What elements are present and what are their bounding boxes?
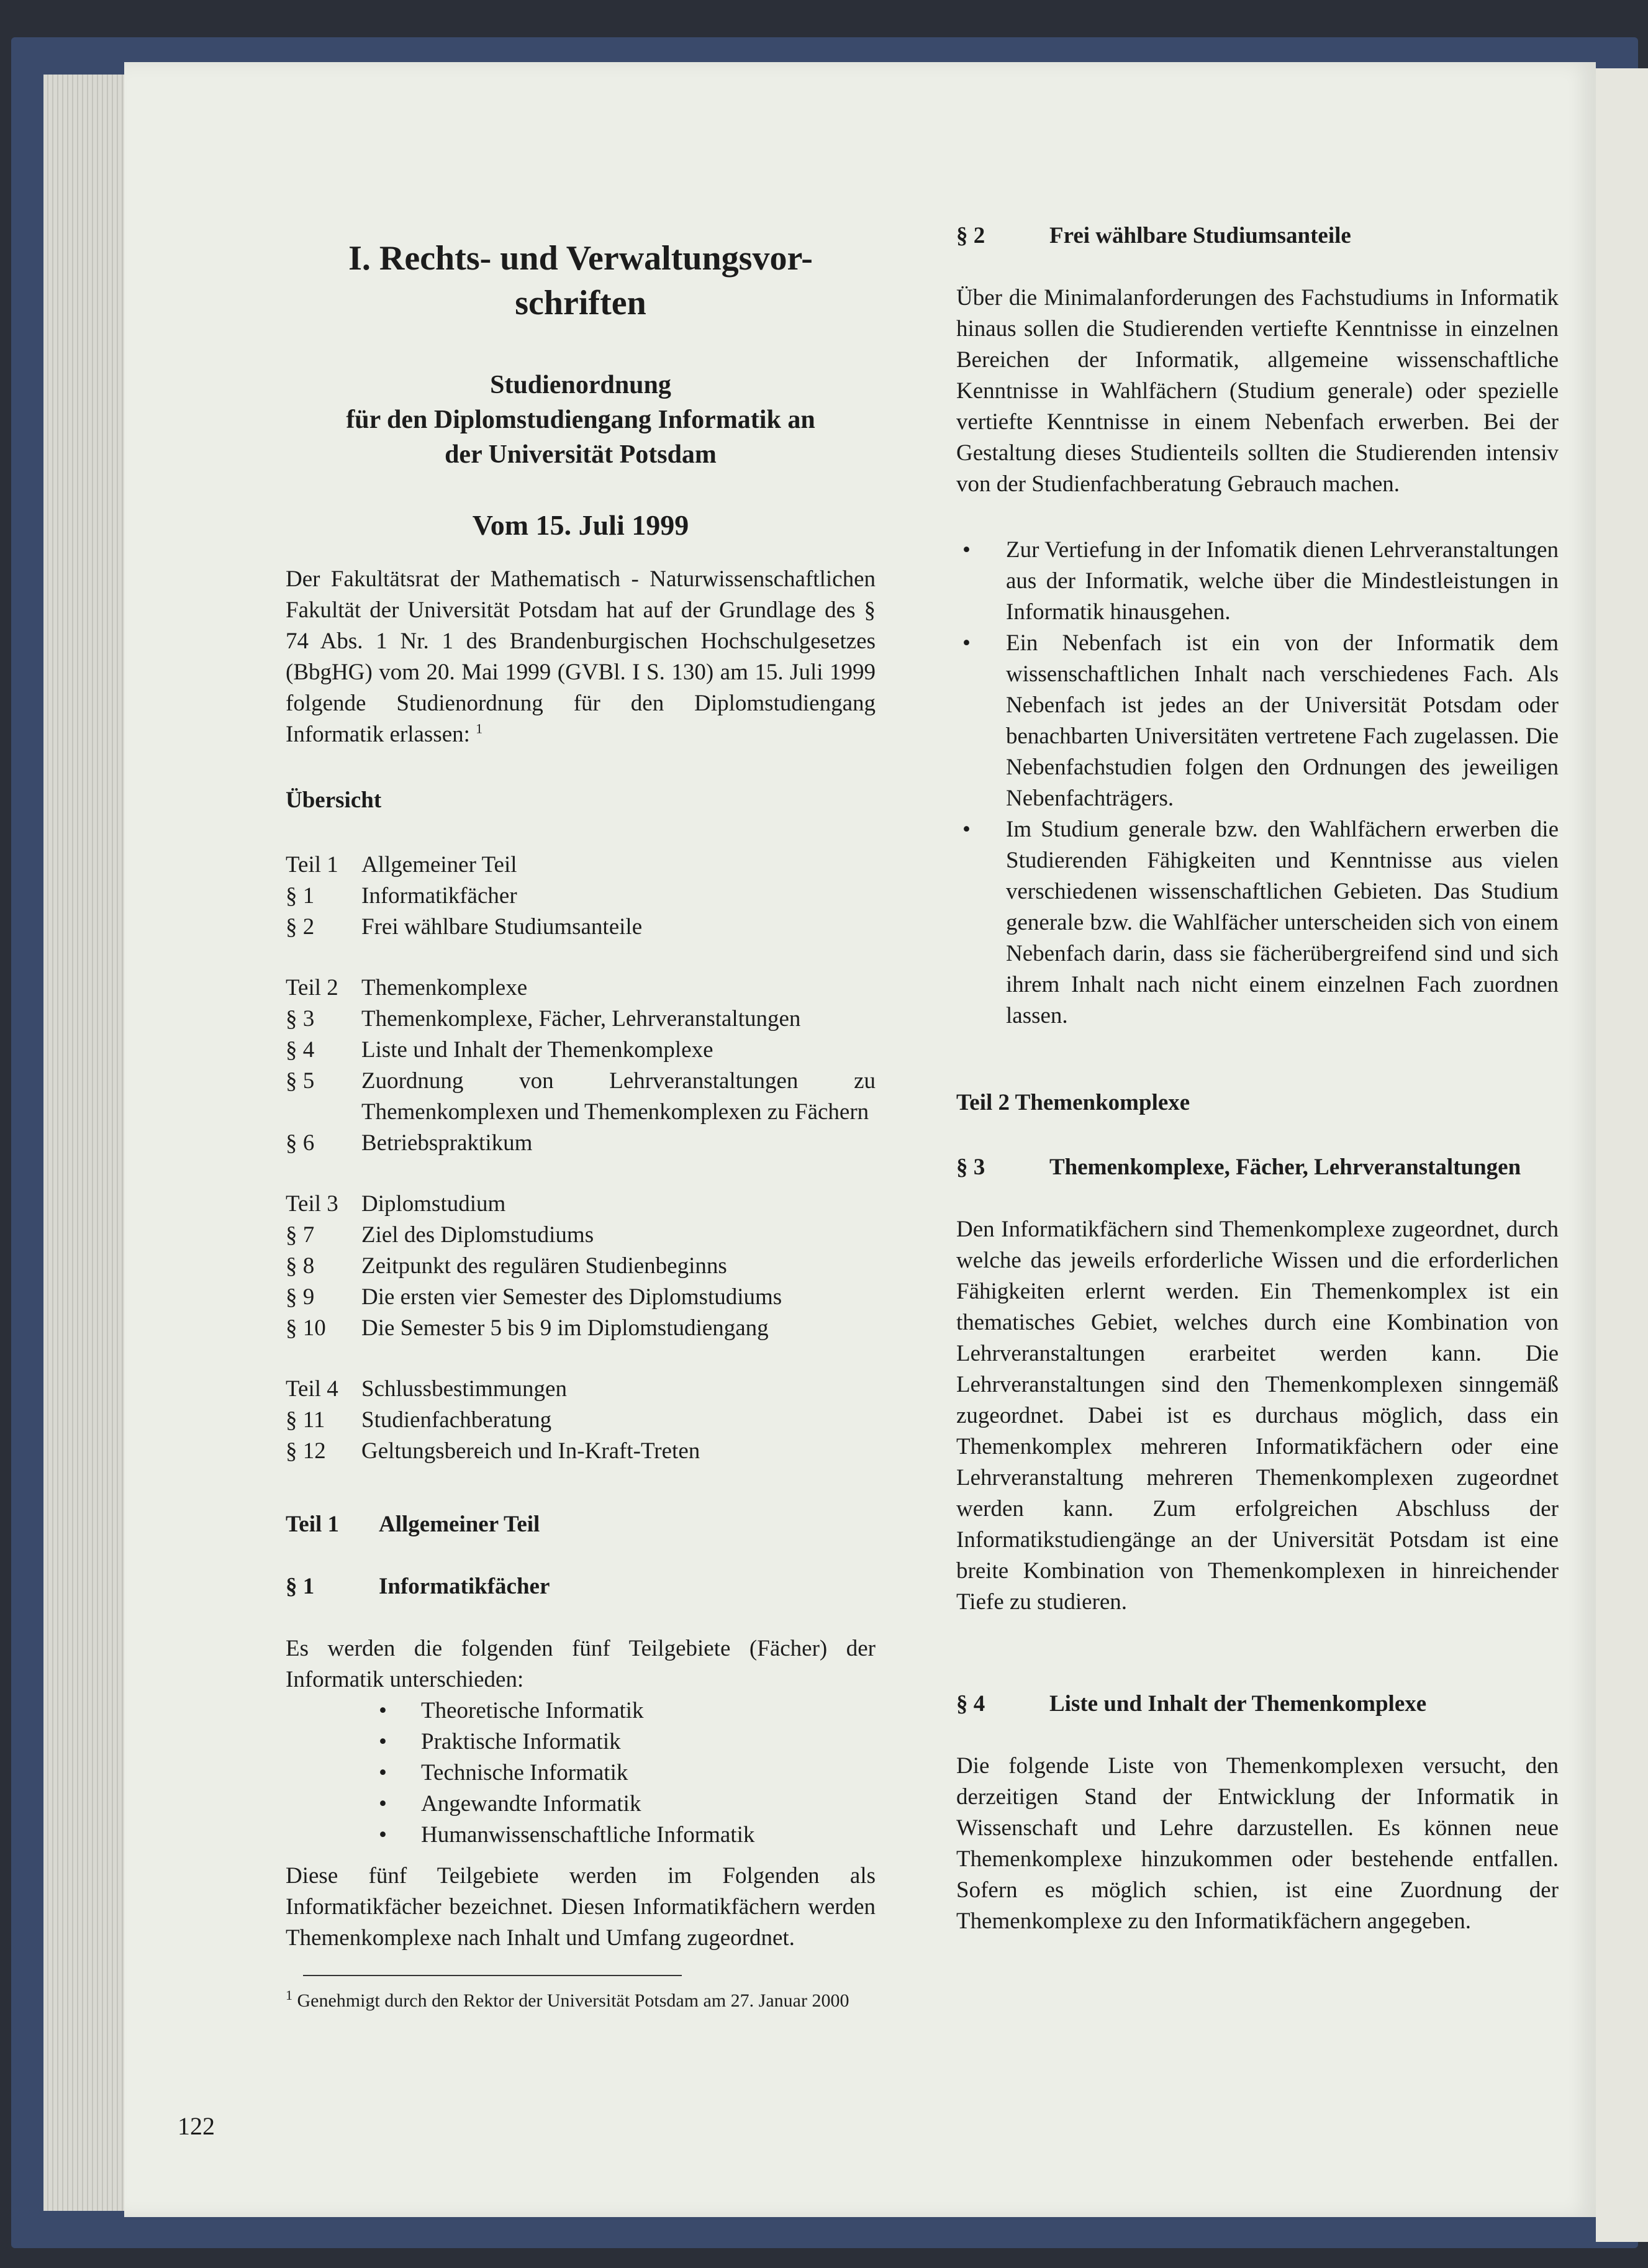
toc-entry [286, 1004, 876, 1035]
toc-entry [286, 1128, 876, 1159]
toc-entry [286, 912, 876, 943]
ordinance-date: Vom 15. Juli 1999 [472, 509, 689, 541]
toc-entry-title: Frei wählbare Studiumsanteile [361, 914, 643, 940]
section-3-text: Den Informatikfächern sind Themenkomplexe zugeordnet, durch welche das jeweils erforderliche Wissen und die erforderlichen Fähigkeiten erlernt werden. Ein Themenkomplex ist ein thematisches Gebiet, welches durch eine Kombination von Lehrveranstaltungen erarbeitet werden kann. Die Lehrveranstaltungen sind den Themenkomplexen sinngemäß zugeordnet. Dabei ist es durchaus möglich, dass ein Themenkomplex mehreren Informatikfächern oder eine Lehrveranstaltung mehreren Themenkomplexen zugeordnet werden kann. Zum erfolgreichen Abschluss der Informatikstudiengänge an der Universität Potsdam ist eine breite Kombination von Themenkomplexen in hinreichender Tiefe zu studieren. [956, 1217, 1559, 1615]
elective-option-item: • Im Studium generale bzw. den Wahlfächern erwerben die Studierenden Fähigkeiten und Kenntnisse aus vielen verschiedenen wissenschaftlichen Gebieten. Das Studium generale bzw. die Wahlfächer unterscheiden sich von einem Nebenfach darin, dass sie fächerübergreifend sind und sich ihrem Inhalt nach nicht einem einzelnen Fach zuordnen lassen. [956, 814, 1559, 1032]
section-3-heading [956, 1152, 1559, 1183]
toc-entry-number: § 6 [286, 1130, 315, 1156]
subject-list-item: • Theoretische Informatik [286, 1695, 876, 1726]
toc-entry [286, 1251, 876, 1282]
toc-entry [286, 1282, 876, 1313]
toc-entry-number: § 2 [286, 914, 315, 940]
section-1-heading [286, 1571, 876, 1602]
toc-entry [286, 1220, 876, 1251]
page-edges [43, 75, 137, 2211]
toc-entry-title: Themenkomplexe [361, 975, 528, 1000]
toc-entry-title: Die Semester 5 bis 9 im Diplomstudiengang [361, 1315, 769, 1341]
section-number: § 3 [956, 1154, 985, 1180]
toc-entry-title: Themenkomplexe, Fächer, Lehrveranstaltungen [361, 1006, 801, 1032]
toc-entry-number: § 1 [286, 883, 315, 909]
subject-list-item: • Technische Informatik [286, 1758, 876, 1789]
footnote [286, 1987, 876, 2015]
section-1-text: Es werden die folgenden fünf Teilgebiete (Fächer) der Informatik unterschieden: [286, 1636, 876, 1692]
toc-entry [286, 1405, 876, 1436]
toc-entry-number: § 11 [286, 1407, 325, 1433]
subtitle-line-2: für den Diplomstudiengang Informatik an [346, 406, 815, 434]
subject-list [286, 1695, 876, 1851]
toc-entry-number: Teil 2 [286, 975, 338, 1000]
toc-entry [286, 973, 876, 1004]
section-title: Themenkomplexe, Fächer, Lehrveranstaltungen [1049, 1154, 1521, 1180]
toc-entry-number: § 12 [286, 1438, 326, 1464]
toc-entry-title: Schlussbestimmungen [361, 1376, 567, 1402]
section-1-text-2: Diese fünf Teilgebiete werden im Folgenden als Informatikfächer bezeichnet. Diesen Informatikfächern werden Themenkomplexe nach Inhalt und Umfang zugeordnet. [286, 1863, 876, 1951]
toc-entry-title: Die ersten vier Semester des Diplomstudiums [361, 1284, 782, 1310]
toc-entry-number: § 4 [286, 1037, 315, 1063]
subject-list-item: • Angewandte Informatik [286, 1789, 876, 1820]
toc-entry [286, 1035, 876, 1066]
section-number: § 2 [956, 223, 985, 248]
section-4-text: Die folgende Liste von Themenkomplexen versucht, den derzeitigen Stand der Entwicklung der Informatik in Wissenschaft und Lehre darzustellen. Es können neue Themenkomplexe hinzukommen oder bestehende entfallen. Sofern es möglich schien, ist eine Zuordnung der Themenkomplexe zu den Informatikfächern angegeben. [956, 1753, 1559, 1934]
footnote-reference: 1 [476, 720, 483, 737]
toc-entry-title: Zeitpunkt des regulären Studienbeginns [361, 1253, 727, 1279]
part-number: Teil 1 [286, 1512, 340, 1537]
overview-heading: Übersicht [286, 787, 382, 813]
ordinance-title [286, 368, 876, 472]
page-number: 122 [178, 2112, 215, 2140]
toc-entry [286, 1374, 876, 1405]
toc-entry-title: Allgemeiner Teil [361, 852, 517, 878]
toc-entry [286, 881, 876, 912]
right-column [956, 220, 1559, 1937]
section-title: Informatikfächer [379, 1574, 550, 1599]
footnote-text: Genehmigt durch den Rektor der Universität Potsdam am 27. Januar 2000 [297, 1990, 849, 2011]
toc-entry-number: Teil 3 [286, 1191, 338, 1217]
toc-entry-number: § 5 [286, 1068, 315, 1094]
intro-paragraph [286, 564, 876, 750]
section-title: Frei wählbare Studiumsanteile [1049, 223, 1351, 248]
toc-entry-number: § 9 [286, 1284, 315, 1310]
toc-entry [286, 1313, 876, 1344]
toc-group [286, 1374, 876, 1467]
left-column [286, 236, 876, 2015]
toc-entry-title: Liste und Inhalt der Themenkomplexe [361, 1037, 713, 1063]
toc-group [286, 850, 876, 943]
next-page-edge [1596, 68, 1648, 2242]
toc-entry-number: Teil 4 [286, 1376, 338, 1402]
part-1-heading [286, 1509, 876, 1540]
toc-entry-number: § 7 [286, 1222, 315, 1248]
section-title: Liste und Inhalt der Themenkomplexe [1049, 1691, 1427, 1717]
elective-option-item: • Ein Nebenfach ist ein von der Informatik dem wissenschaftlichen Inhalt nach verschiedenes Fach. Als Nebenfach ist jedes an der Universität Potsdam oder benachbarten Universitäten vertretene Fach zugelassen. Die Nebenfachstudien folgen den Ordnungen des jeweiligen Nebenfachträgers. [956, 628, 1559, 814]
title-line-2: schriften [515, 284, 646, 322]
elective-options-list [956, 535, 1559, 1032]
toc-entry-title: Ziel des Diplomstudiums [361, 1222, 594, 1248]
section-number: § 4 [956, 1691, 985, 1717]
toc-entry [286, 1066, 876, 1128]
table-of-contents [286, 850, 876, 1467]
toc-entry-title: Diplomstudium [361, 1191, 506, 1217]
subject-list-item: • Praktische Informatik [286, 1726, 876, 1758]
subject-list-item: • Humanwissenschaftliche Informatik [286, 1820, 876, 1851]
toc-entry [286, 1189, 876, 1220]
toc-entry-title: Geltungsbereich und In-Kraft-Treten [361, 1438, 700, 1464]
toc-group [286, 1189, 876, 1344]
toc-entry-title: Zuordnung von Lehrveranstaltungen zu Themenkomplexen und Themenkomplexen zu Fächern [361, 1068, 876, 1125]
section-2-heading [956, 220, 1559, 252]
subtitle-line-1: Studienordnung [490, 371, 671, 399]
section-number: § 1 [286, 1574, 315, 1599]
part-2-heading: Teil 2 Themenkomplexe [956, 1090, 1190, 1115]
subtitle-line-3: der Universität Potsdam [445, 440, 717, 469]
toc-entry-title: Studienfachberatung [361, 1407, 552, 1433]
title-line-1: I. Rechts- und Verwaltungsvor- [348, 239, 813, 278]
section-2-text: Über die Minimalanforderungen des Fachstudiums in Informatik hinaus sollen die Studierenden vertiefte Kenntnisse in einzelnen Bereichen der Informatik, allgemeine wissenschaftliche Kenntnisse in Wahlfächern (Studium generale) oder spezielle vertiefte Kenntnisse in einem Nebenfach erwerben. Bei der Gestaltung dieses Studienteils sollten die Studierenden intensiv von der Studienfachberatung Gebrauch machen. [956, 285, 1559, 497]
footnote-divider [303, 1975, 682, 1976]
toc-entry [286, 850, 876, 881]
intro-text: Der Fakultätsrat der Mathematisch - Naturwissenschaftlichen Fakultät der Universität Potsdam hat auf der Grundlage des § 74 Abs. 1 Nr. 1 des Brandenburgischen Hochschulgesetzes (BbgHG) vom 20. Mai 1999 (GVBl. I S. 130) am 15. Juli 1999 folgende Studienordnung für den Diplomstudiengang Informatik erlassen: [286, 566, 876, 747]
elective-option-item: • Zur Vertiefung in der Infomatik dienen Lehrveranstaltungen aus der Informatik, welche über die Mindestleistungen in Informatik hinausgehen. [956, 535, 1559, 628]
toc-entry-title: Betriebspraktikum [361, 1130, 533, 1156]
toc-entry-title: Informatikfächer [361, 883, 517, 909]
document-title [286, 236, 876, 325]
toc-group [286, 973, 876, 1159]
part-title: Allgemeiner Teil [379, 1512, 540, 1537]
toc-entry-number: Teil 1 [286, 852, 338, 878]
section-4-heading [956, 1689, 1559, 1720]
toc-entry-number: § 3 [286, 1006, 315, 1032]
toc-entry-number: § 10 [286, 1315, 326, 1341]
toc-entry [286, 1436, 876, 1467]
footnote-mark: 1 [286, 1987, 292, 2003]
toc-entry-number: § 8 [286, 1253, 315, 1279]
